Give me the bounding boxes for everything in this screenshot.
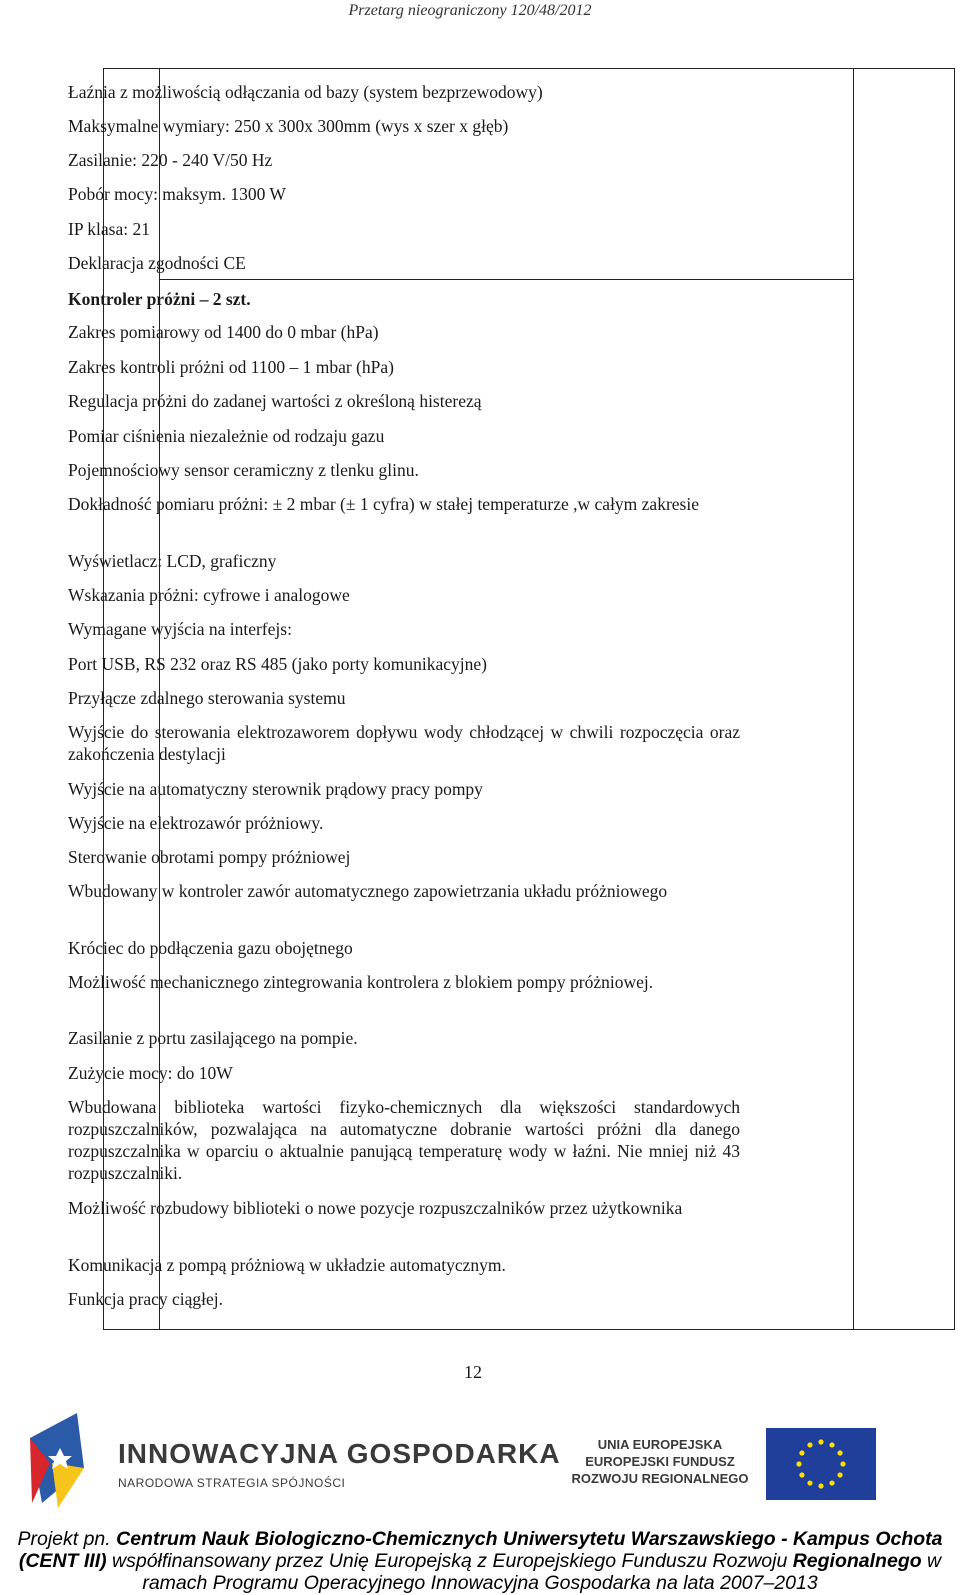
- footer-text: w ramach Programu Operacyjnego Innowacyjna Gospodarka na lata 2007–2013: [142, 1550, 942, 1594]
- spec-line: Deklaracja zgodności CE: [68, 253, 246, 273]
- eu-star: [840, 1461, 845, 1466]
- spec-line: Przyłącze zdalnego sterowania systemu: [68, 688, 346, 708]
- eu-star: [837, 1450, 842, 1455]
- project-footer: [0, 1528, 960, 1594]
- eu-star: [807, 1442, 812, 1447]
- spec-line: Dokładność pomiaru próżni: ± 2 mbar (± 1 cyfra) w stałej temperaturze ,w całym zakresie: [68, 494, 699, 514]
- spec-line: Możliwość rozbudowy biblioteki o nowe pozycje rozpuszczalników przez użytkownika: [68, 1198, 683, 1218]
- spec-line: Wyjście na automatyczny sterownik prądowy pracy pompy: [68, 779, 483, 799]
- spec-line: Pobór mocy: maksym. 1300 W: [68, 184, 286, 204]
- spec-line: Port USB, RS 232 oraz RS 485 (jako porty komunikacyjne): [68, 654, 488, 674]
- spec-line: Funkcja pracy ciągłej.: [68, 1289, 224, 1309]
- spec-line: Zakres kontroli próżni od 1100 – 1 mbar (hPa): [68, 357, 394, 377]
- page-number: 12: [464, 1362, 482, 1382]
- eu-label-line: UNIA EUROPEJSKA: [597, 1437, 723, 1452]
- logo-subtitle: NARODOWA STRATEGIA SPÓJNOŚCI: [118, 1476, 346, 1490]
- eu-star: [807, 1480, 812, 1485]
- eu-star: [799, 1450, 804, 1455]
- spec-line: IP klasa: 21: [68, 219, 150, 239]
- footer-project-name: Centrum Nauk Biologiczno-Chemicznych Uniwersytetu Warszawskiego - Kampus Ochota (CENT III): [18, 1528, 943, 1572]
- innowacyjna-gospodarka-logo-icon: [22, 1408, 112, 1518]
- eu-label-line: ROZWOJU REGIONALNEGO: [571, 1471, 749, 1486]
- eu-star: [818, 1483, 823, 1488]
- spec-line: Sterowanie obrotami pompy próżniowej: [68, 847, 351, 867]
- logo-bar: [0, 1408, 960, 1523]
- spec-line: Pojemnościowy sensor ceramiczny z tlenku glinu.: [68, 460, 419, 480]
- spec-line: Wbudowana biblioteka wartości fizyko-chemicznych dla większości standardowych rozpuszczalników, pozwalająca na automatyczne dobranie wartości próżni dla danego rozpuszczalnika w oparciu o aktualnie panującą temperaturę wody w łaźni. Nie mniej niż 43 rozpuszczalniki.: [68, 1097, 740, 1183]
- spec-line: Zasilanie z portu zasilającego na pompie.: [68, 1028, 358, 1048]
- eu-star: [799, 1472, 804, 1477]
- spec-line: Wymagane wyjścia na interfejs:: [68, 619, 292, 639]
- footer-text: współfinansowany przez Unię Europejską z Europejskiego Funduszu Rozwoju: [106, 1550, 793, 1572]
- spec-line: Łaźnia z możliwością odłączania od bazy (system bezprzewodowy): [68, 82, 543, 102]
- eu-star: [796, 1461, 801, 1466]
- spec-line: Zużycie mocy: do 10W: [68, 1063, 233, 1083]
- footer-text: Projekt pn.: [17, 1528, 117, 1550]
- spec-line: Wyjście do sterowania elektrozaworem dopływu wody chłodzącej w chwili rozpoczęcia oraz zakończenia destylacji: [68, 722, 740, 764]
- table-row-divider: [159, 279, 853, 280]
- spec-line: Wskazania próżni: cyfrowe i analogowe: [68, 585, 350, 605]
- eu-star: [829, 1442, 834, 1447]
- spec-line: Maksymalne wymiary: 250 x 300x 300mm (wys x szer x głęb): [68, 116, 509, 136]
- spec-line: Zakres pomiarowy od 1400 do 0 mbar (hPa): [68, 322, 379, 342]
- table-column-divider: [853, 69, 854, 1329]
- spec-line: Możliwość mechanicznego zintegrowania kontrolera z blokiem pompy próżniowej.: [68, 972, 654, 992]
- spec-line: Wyjście na elektrozawór próżniowy.: [68, 813, 324, 833]
- eu-label-line: EUROPEJSKI FUNDUSZ: [585, 1454, 735, 1469]
- spec-line: Wbudowany w kontroler zawór automatycznego zapowietrzania układu próżniowego: [68, 881, 668, 901]
- section-title: Kontroler próżni – 2 szt.: [68, 289, 251, 309]
- spec-line: Komunikacja z pompą próżniową w układzie automatycznym.: [68, 1255, 506, 1275]
- eu-label: [560, 1436, 760, 1487]
- eu-flag-icon: [766, 1428, 876, 1500]
- eu-star: [837, 1472, 842, 1477]
- footer-text-bold: Regionalnego: [792, 1550, 922, 1572]
- spec-line: Króciec do podłączenia gazu obojętnego: [68, 938, 353, 958]
- page-header: Przetarg nieograniczony 120/48/2012: [348, 2, 592, 19]
- spec-line: Wyświetlacz: LCD, graficzny: [68, 551, 277, 571]
- spec-line: Pomiar ciśnienia niezależnie od rodzaju gazu: [68, 426, 385, 446]
- eu-star: [829, 1480, 834, 1485]
- spec-line: Regulacja próżni do zadanej wartości z określoną histerezą: [68, 391, 482, 411]
- eu-star: [818, 1439, 823, 1444]
- logo-title: INNOWACYJNA GOSPODARKA: [118, 1438, 561, 1469]
- spec-line: Zasilanie: 220 - 240 V/50 Hz: [68, 150, 273, 170]
